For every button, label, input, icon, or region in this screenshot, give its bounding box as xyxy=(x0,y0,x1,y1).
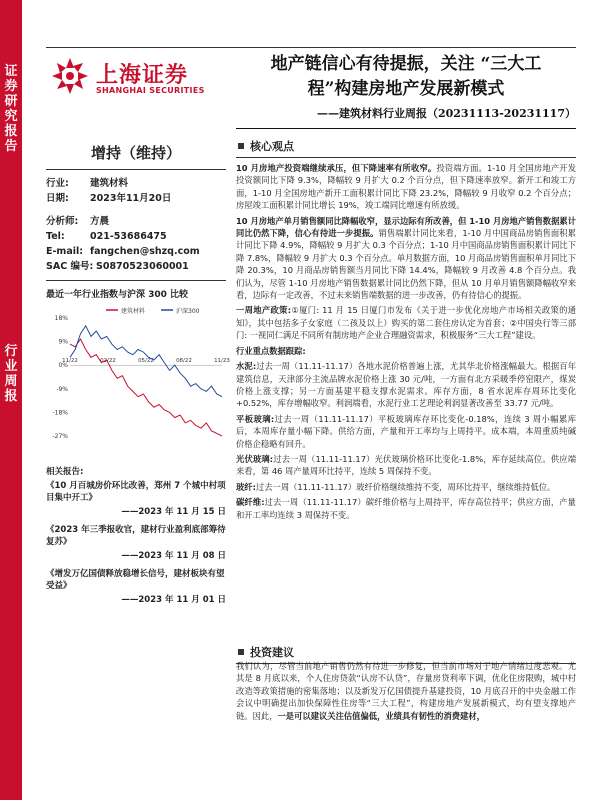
right-column xyxy=(236,132,576,524)
left-column xyxy=(46,132,230,612)
info-industry: 行业: 建筑材料 xyxy=(46,178,129,189)
info-sac: SAC 编号: S0870523060001 xyxy=(46,261,189,272)
section-investment-advice: 投资建议 xyxy=(236,644,576,664)
rating: 增持（维持） xyxy=(46,132,226,170)
x-tick-label: 11/22 xyxy=(62,358,78,365)
info-block xyxy=(46,176,226,274)
paragraph-investment: 10 月房地产投资端继续承压，但下降速率有所收窄。投资端方面。1-10 月全国房地产开发投资额同比下降 9.3%，降幅较 9 月扩大 0.2 个百分点，但下降速率放窄。新开工和竣工方面，1-10 月全国房地产新开工面积累计同比下降 23.2%，降幅较 9 月收窄 0.2 个百分点；房屋竣工面积累计同比增长 19%，竣工端同比增速有所放缓。 xyxy=(236,163,576,211)
report-title-line2: 程”构建房地产发展新模式 xyxy=(307,79,505,99)
sidebar-label-research-report: 证券研究报告 xyxy=(4,64,18,154)
paragraph-cement: 水泥:过去一周（11.11-11.17）各地水泥价格普遍上涨，尤其华北价格涨幅最大。根据百年建筑信息，天津部分主流品牌水泥价格上涨 30 元/吨，一方面有北方采暖季停窑限产，煤炭价格上涨支撑；另一方面基建平稳支撑水泥需求。库存方面，8 省水泥库存周环比变化+0.52%，库存增幅收窄。利润端看，水泥行业工艺理论利润显著改善至 33.77 元/吨。 xyxy=(236,361,576,409)
chart-title: 最近一年行业指数与沪深 300 比较 xyxy=(46,280,226,300)
header-rule xyxy=(46,47,576,48)
related-item-date: ——2023 年 11 月 08 日 xyxy=(121,551,226,561)
related-item-title[interactable]: 《2023 年三季报收官，建材行业盈利底部筹待复苏》 xyxy=(46,525,226,547)
y-tick-label: -27% xyxy=(52,433,68,440)
paragraph-fiberglass: 玻纤:过去一周（11.11-11.17）玻纤价格继续维持不变，周环比持平，继续维持低位。 xyxy=(236,481,556,492)
paragraph-carbon-fiber: 碳纤维:过去一周（11.11-11.17）碳纤维价格与上周持平，库存高位持平；供应方面，产量和开工率均连续 3 周保持不变。 xyxy=(236,497,576,520)
y-tick-label: -18% xyxy=(52,409,68,417)
paragraph-pv-glass: 光伏玻璃:过去一周（11.11-11.17）光伏玻璃价格环比变化-1.8%，库存延续高位。供应端来看，第 46 周产量周环比持平，连续 5 周保持不变。 xyxy=(236,453,576,477)
report-title-block xyxy=(236,52,576,121)
related-header: 相关报告: xyxy=(46,467,84,477)
info-analyst: 分析师: 方晨 xyxy=(46,216,110,227)
info-date: 日期: 2023年11月20日 xyxy=(46,193,172,204)
legend-label-series-1: 沪深300 xyxy=(176,308,200,315)
x-tick-label: 02/22 xyxy=(100,358,116,365)
y-tick-label: 0% xyxy=(58,362,68,370)
logo-text-en: SHANGHAI SECURITIES xyxy=(96,86,205,95)
paragraph-sales: 10 月房地产单月销售额同比降幅收窄，显示边际有所改善，但 1-10 月房地产销售数据累计同比仍然下降，信心有待进一步提振。销售端累计同比来看，1-10 月中国商品房销售面积累计同比下降 4.9%，降幅较 9 月扩大 0.3 个百分点；1-10 月中国商品房销售面积累计同比下降 7.8%，降幅较 9 月扩大 0.3 个百分点。单月数据方面，10 月商品房销售面积单月同比下降 20.3%，10 月商品房销售额当月同比下降 14.4%，降幅较 9 月改善 4.8 个百分点。我们认为，尽管 1-10 月房地产销售数据累计同比仍然下降，但从 10 月单月销售额降幅收窄来看，边际有一定改善，不过未来销售端数据的进一步改善，仍有待信心的提振。 xyxy=(236,215,576,301)
related-item-title[interactable]: 《增发万亿国债释放稳增长信号，建材板块有望受益》 xyxy=(46,569,225,591)
section-core-views: 核心观点 xyxy=(236,138,576,158)
logo-icon xyxy=(50,56,90,96)
section-bullet-icon xyxy=(238,649,244,655)
y-tick-label: 18% xyxy=(54,315,68,322)
y-tick-label: 9% xyxy=(58,338,68,346)
sidebar-label-weekly: 行业周报 xyxy=(4,344,18,404)
report-title-line1: 地产链信心有待提振，关注 “三大工 xyxy=(270,54,542,74)
paragraph-policy: 一周地产政策:①厦门: 11 月 15 日厦门市发布《关于进一步优化房地产市场相关政策的通知》，其中包括多子女家庭（二孩及以上）购买的第二套住房认定为首套；②中国央行等三部门: 一视同仁满足不同所有制房地产企业合理融资需求，积极服务“三大工程”建设。 xyxy=(236,305,576,341)
logo xyxy=(50,56,220,100)
x-tick-label: 11/23 xyxy=(214,358,230,365)
index-comparison-chart xyxy=(46,302,230,462)
section-bullet-icon xyxy=(238,143,244,149)
sidebar xyxy=(0,0,22,800)
email-link[interactable]: fangchen@shzq.com xyxy=(90,246,200,257)
paragraph-advice: 我们认为，尽管当前地产销售仍然有待进一步修复，但当前市场对于地产情绪过度悲观。尤其是 8 月底以来，个人住房贷款“认房不认贷”，存量房贷利率下调，优化住房限购，城中村改造等政策措施的密集落地；以及新发万亿国债提升基建投资，10 月底召开的中央金融工作会议中明确提出加快保障性住房等“三大工程”，构建房地产发展新模式，均有望支撑地产链。因此，一是可以建议关注估值偏低，业绩具有韧性的消费建材， xyxy=(236,661,576,721)
y-tick-label: -9% xyxy=(56,385,68,393)
related-item-date: ——2023 年 11 月 15 日 xyxy=(121,507,226,517)
logo-text-cn: 上海证券 xyxy=(96,63,189,88)
paragraph-flat-glass: 平板玻璃:过去一周（11.11-11.17）平板玻璃库存环比变化-0.18%，连续 3 周小幅累库后，本周库存量小幅下降。供给方面，产量和开工率均与上周持平。成本端，本周重质纯碱价格企稳略有回升。 xyxy=(236,413,576,449)
info-tel: Tel: 021-53686475 xyxy=(46,231,167,242)
info-email: E-mail: fangchen@shzq.com xyxy=(46,246,200,257)
x-tick-label: 05/22 xyxy=(138,358,154,365)
related-reports xyxy=(46,466,226,606)
x-tick-label: 08/22 xyxy=(176,358,192,365)
paragraph-data-tracking: 行业重点数据跟踪: xyxy=(236,345,306,356)
related-item-date: ——2023 年 11 月 01 日 xyxy=(121,595,226,605)
report-subtitle: ——建筑材料行业周报（20231113-20231117） xyxy=(316,107,576,120)
title-rule xyxy=(236,128,576,129)
related-item-title[interactable]: 《10 月百城房价环比改善，郑州 7 个城中村项目集中开工》 xyxy=(46,481,226,503)
legend-label-series-0: 建筑材料 xyxy=(121,308,146,315)
